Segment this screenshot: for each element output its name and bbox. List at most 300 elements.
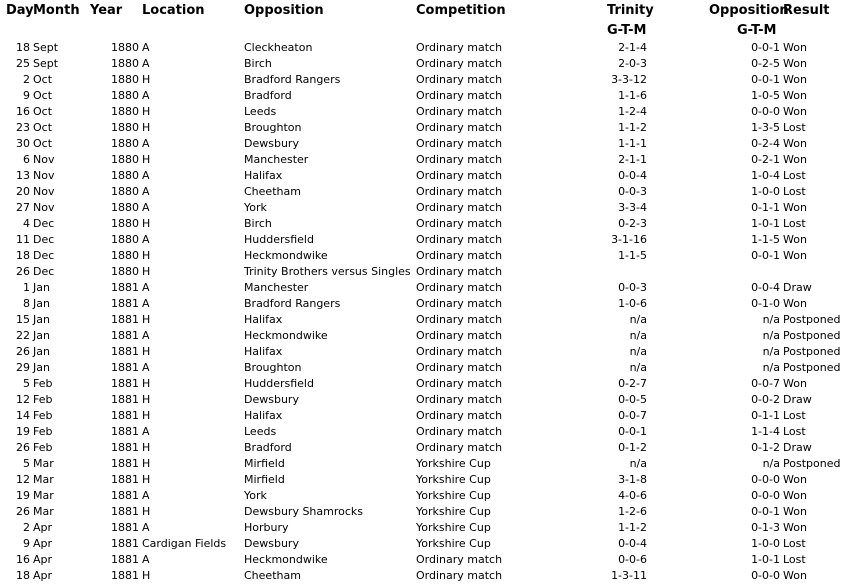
cell-result: Lost [783,121,806,134]
cell-month: Apr [33,537,53,550]
cell-location: H [142,73,151,86]
cell-opposition: Leeds [244,425,277,438]
cell-month: Sept [33,57,59,70]
cell-year: 1881 [111,329,139,342]
table-row [0,472,861,488]
cell-result: Won [783,73,807,86]
cell-month: Nov [33,169,55,182]
cell-result: Won [783,89,807,102]
cell-opposition: Huddersfield [244,233,314,246]
cell-month: Dec [33,217,55,230]
cell-opposition-score: 0-1-1 [751,201,780,214]
cell-trinity-score: 1-1-5 [618,249,647,262]
cell-trinity-score: 1-0-6 [618,297,647,310]
cell-competition: Ordinary match [416,89,503,102]
header-competition: Competition [416,3,506,18]
cell-year: 1881 [111,425,139,438]
cell-result: Postponed [783,457,841,470]
cell-year: 1880 [111,137,139,150]
cell-result: Lost [783,425,806,438]
cell-day: 14 [16,409,30,422]
cell-opposition-score: 0-2-1 [751,153,780,166]
cell-day: 23 [16,121,30,134]
cell-opposition-score: 1-0-5 [751,89,780,102]
table-row [0,488,861,504]
cell-month: Mar [33,489,54,502]
cell-result: Lost [783,217,806,230]
cell-opposition: Dewsbury [244,537,299,550]
cell-opposition-score: 0-1-1 [751,409,780,422]
cell-year: 1881 [111,537,139,550]
cell-year: 1880 [111,185,139,198]
cell-year: 1880 [111,105,139,118]
cell-year: 1880 [111,169,139,182]
table-row [0,168,861,184]
cell-day: 12 [16,473,30,486]
cell-year: 1881 [111,505,139,518]
cell-trinity-score: n/a [629,313,647,326]
cell-opposition: Manchester [244,281,309,294]
cell-trinity-score: 2-1-1 [618,153,647,166]
cell-opposition-score: n/a [762,457,780,470]
table-row [0,120,861,136]
cell-trinity-score: 1-1-6 [618,89,647,102]
table-row [0,88,861,104]
cell-month: Dec [33,233,55,246]
cell-opposition: Trinity Brothers versus Singles [244,265,411,278]
cell-location: H [142,505,151,518]
cell-day: 5 [23,377,30,390]
table-row [0,232,861,248]
cell-opposition: Cleckheaton [244,41,313,54]
cell-trinity-score: 0-0-7 [618,409,647,422]
cell-competition: Ordinary match [416,185,503,198]
cell-day: 18 [16,41,30,54]
cell-result: Won [783,57,807,70]
cell-result: Won [783,233,807,246]
cell-result: Draw [783,281,812,294]
cell-opposition: York [244,201,267,214]
cell-trinity-score: 1-1-2 [618,521,647,534]
cell-result: Won [783,41,807,54]
cell-opposition: Heckmondwike [244,249,328,262]
cell-trinity-score: 1-3-11 [611,569,647,582]
cell-opposition: Bradford Rangers [244,73,341,86]
cell-opposition-score: 1-0-1 [751,217,780,230]
cell-month: Jan [33,361,50,374]
header-opposition-score: Opposition [709,3,789,18]
cell-opposition: Mirfield [244,473,285,486]
table-row [0,248,861,264]
cell-competition: Ordinary match [416,569,503,582]
cell-result: Lost [783,169,806,182]
cell-result: Lost [783,185,806,198]
cell-opposition-score: 1-0-1 [751,553,780,566]
cell-trinity-score: 0-0-4 [618,169,647,182]
cell-trinity-score: 3-1-16 [611,233,647,246]
cell-location: A [142,169,150,182]
cell-location: A [142,329,150,342]
cell-month: Jan [33,313,50,326]
cell-year: 1880 [111,121,139,134]
table-row [0,152,861,168]
cell-month: Dec [33,265,55,278]
cell-opposition: Heckmondwike [244,329,328,342]
cell-opposition: Broughton [244,361,302,374]
cell-competition: Ordinary match [416,233,503,246]
table-row [0,312,861,328]
cell-location: A [142,489,150,502]
table-row [0,376,861,392]
cell-trinity-score: 1-1-2 [618,121,647,134]
cell-day: 25 [16,57,30,70]
cell-trinity-score: 0-0-3 [618,281,647,294]
cell-location: H [142,409,151,422]
cell-location: A [142,185,150,198]
cell-location: H [142,569,151,582]
cell-opposition: Manchester [244,153,309,166]
cell-opposition-score: n/a [762,329,780,342]
cell-month: Jan [33,329,50,342]
cell-opposition-score: 1-1-4 [751,425,780,438]
cell-opposition-score: 0-0-2 [751,393,780,406]
cell-opposition-score: 0-1-3 [751,521,780,534]
cell-opposition: Birch [244,217,272,230]
cell-year: 1880 [111,57,139,70]
cell-day: 19 [16,489,30,502]
cell-result: Won [783,137,807,150]
cell-day: 9 [23,89,30,102]
cell-day: 12 [16,393,30,406]
cell-year: 1880 [111,73,139,86]
cell-opposition: Broughton [244,121,302,134]
cell-opposition-score: 0-0-1 [751,41,780,54]
cell-location: H [142,441,151,454]
cell-year: 1881 [111,441,139,454]
cell-year: 1881 [111,393,139,406]
cell-competition: Ordinary match [416,297,503,310]
cell-competition: Yorkshire Cup [416,505,491,518]
header-month: Month [33,3,80,18]
cell-day: 18 [16,249,30,262]
cell-day: 1 [23,281,30,294]
cell-trinity-score: n/a [629,361,647,374]
cell-month: Feb [33,441,53,454]
cell-trinity-score: 0-2-3 [618,217,647,230]
cell-year: 1881 [111,521,139,534]
cell-year: 1880 [111,233,139,246]
cell-day: 15 [16,313,30,326]
cell-competition: Ordinary match [416,281,503,294]
table-row [0,568,861,584]
cell-month: Feb [33,409,53,422]
cell-trinity-score: 2-1-4 [618,41,647,54]
cell-result: Won [783,489,807,502]
cell-month: Nov [33,153,55,166]
table-row [0,344,861,360]
cell-trinity-score: 1-2-6 [618,505,647,518]
cell-result: Lost [783,537,806,550]
table-row [0,184,861,200]
cell-result: Postponed [783,329,841,342]
cell-opposition-score: 1-0-4 [751,169,780,182]
cell-day: 13 [16,169,30,182]
cell-result: Won [783,505,807,518]
cell-trinity-score: 1-2-4 [618,105,647,118]
table-row [0,360,861,376]
cell-trinity-score: 0-0-1 [618,425,647,438]
table-row [0,40,861,56]
cell-month: Jan [33,281,50,294]
cell-result: Postponed [783,361,841,374]
cell-year: 1881 [111,377,139,390]
cell-opposition: Bradford [244,441,292,454]
cell-opposition: Halifax [244,169,283,182]
header-trinity-sub: G-T-M [607,23,647,38]
table-row [0,200,861,216]
cell-location: H [142,393,151,406]
cell-trinity-score: 2-0-3 [618,57,647,70]
cell-day: 9 [23,537,30,550]
table-row [0,328,861,344]
cell-result: Won [783,377,807,390]
cell-day: 5 [23,457,30,470]
cell-day: 30 [16,137,30,150]
cell-competition: Yorkshire Cup [416,457,491,470]
cell-opposition: Heckmondwike [244,553,328,566]
cell-month: Feb [33,393,53,406]
cell-month: Apr [33,569,53,582]
cell-year: 1880 [111,249,139,262]
table-row [0,296,861,312]
cell-location: A [142,553,150,566]
cell-opposition-score: 1-0-0 [751,185,780,198]
cell-location: Cardigan Fields [142,537,227,550]
cell-competition: Yorkshire Cup [416,489,491,502]
header-opposition: Opposition [244,3,324,18]
cell-result: Won [783,297,807,310]
cell-trinity-score: 0-0-4 [618,537,647,550]
cell-month: Apr [33,521,53,534]
cell-location: A [142,57,150,70]
cell-opposition: Halifax [244,409,283,422]
cell-result: Lost [783,553,806,566]
cell-competition: Ordinary match [416,105,503,118]
cell-location: H [142,473,151,486]
cell-competition: Ordinary match [416,137,503,150]
cell-competition: Ordinary match [416,553,503,566]
cell-opposition: Halifax [244,313,283,326]
cell-day: 22 [16,329,30,342]
table-row [0,280,861,296]
cell-year: 1881 [111,297,139,310]
cell-trinity-score: 4-0-6 [618,489,647,502]
cell-opposition-score: 0-0-1 [751,73,780,86]
cell-location: H [142,313,151,326]
cell-day: 2 [23,73,30,86]
table-row [0,552,861,568]
cell-trinity-score: 0-0-6 [618,553,647,566]
cell-month: Feb [33,377,53,390]
cell-day: 20 [16,185,30,198]
cell-opposition-score: 0-1-2 [751,441,780,454]
cell-year: 1880 [111,217,139,230]
cell-opposition: Dewsbury [244,137,299,150]
cell-year: 1881 [111,553,139,566]
cell-result: Postponed [783,345,841,358]
cell-competition: Ordinary match [416,153,503,166]
cell-opposition-score: 0-2-5 [751,57,780,70]
cell-opposition: York [244,489,267,502]
cell-trinity-score: n/a [629,329,647,342]
cell-competition: Ordinary match [416,425,503,438]
cell-result: Won [783,569,807,582]
cell-year: 1881 [111,409,139,422]
cell-competition: Ordinary match [416,409,503,422]
cell-opposition-score: n/a [762,345,780,358]
cell-location: H [142,249,151,262]
cell-competition: Ordinary match [416,393,503,406]
cell-year: 1880 [111,89,139,102]
cell-year: 1881 [111,489,139,502]
cell-day: 16 [16,553,30,566]
cell-opposition: Mirfield [244,457,285,470]
cell-day: 11 [16,233,30,246]
cell-result: Won [783,105,807,118]
cell-opposition: Halifax [244,345,283,358]
cell-result: Draw [783,441,812,454]
cell-opposition-score: 0-0-1 [751,505,780,518]
header-location: Location [142,3,205,18]
cell-location: A [142,41,150,54]
cell-day: 19 [16,425,30,438]
cell-result: Won [783,521,807,534]
cell-month: Mar [33,505,54,518]
table-row [0,72,861,88]
cell-month: Oct [33,89,53,102]
cell-opposition: Cheetham [244,185,301,198]
header-opposition-sub: G-T-M [737,23,777,38]
cell-opposition-score: 0-1-0 [751,297,780,310]
cell-opposition: Bradford Rangers [244,297,341,310]
cell-competition: Ordinary match [416,345,503,358]
cell-opposition: Dewsbury Shamrocks [244,505,364,518]
cell-month: Feb [33,425,53,438]
cell-opposition: Huddersfield [244,377,314,390]
cell-day: 16 [16,105,30,118]
cell-competition: Ordinary match [416,265,503,278]
header-result: Result [783,3,830,18]
cell-result: Won [783,473,807,486]
cell-trinity-score: 0-1-2 [618,441,647,454]
cell-trinity-score: n/a [629,457,647,470]
table-row [0,536,861,552]
table-row [0,520,861,536]
cell-month: Oct [33,73,53,86]
table-row [0,408,861,424]
cell-year: 1880 [111,201,139,214]
cell-opposition: Dewsbury [244,393,299,406]
cell-opposition-score: 0-0-0 [751,489,780,502]
cell-competition: Ordinary match [416,169,503,182]
cell-result: Postponed [783,313,841,326]
cell-location: A [142,201,150,214]
cell-year: 1881 [111,361,139,374]
cell-year: 1881 [111,281,139,294]
cell-location: H [142,377,151,390]
cell-competition: Ordinary match [416,313,503,326]
cell-opposition-score: 0-2-4 [751,137,780,150]
cell-year: 1881 [111,313,139,326]
cell-opposition-score: 1-3-5 [751,121,780,134]
cell-day: 8 [23,297,30,310]
cell-month: Mar [33,473,54,486]
cell-competition: Ordinary match [416,249,503,262]
cell-year: 1880 [111,153,139,166]
cell-day: 29 [16,361,30,374]
cell-month: Oct [33,137,53,150]
cell-opposition-score: 0-0-1 [751,249,780,262]
cell-competition: Ordinary match [416,441,503,454]
table-row [0,104,861,120]
cell-opposition: Leeds [244,105,277,118]
cell-day: 2 [23,521,30,534]
cell-day: 18 [16,569,30,582]
cell-competition: Ordinary match [416,361,503,374]
cell-location: H [142,345,151,358]
cell-day: 27 [16,201,30,214]
cell-competition: Ordinary match [416,41,503,54]
cell-location: A [142,281,150,294]
cell-year: 1880 [111,265,139,278]
table-row [0,392,861,408]
cell-trinity-score: 0-2-7 [618,377,647,390]
cell-day: 26 [16,345,30,358]
cell-location: H [142,265,151,278]
header-day: Day [6,3,34,18]
cell-day: 4 [23,217,30,230]
cell-month: Nov [33,201,55,214]
cell-month: Dec [33,249,55,262]
cell-trinity-score: 3-1-8 [618,473,647,486]
cell-opposition: Bradford [244,89,292,102]
cell-opposition-score: 1-1-5 [751,233,780,246]
cell-day: 26 [16,505,30,518]
table-row [0,136,861,152]
cell-location: A [142,89,150,102]
header-year: Year [90,3,123,18]
cell-month: Apr [33,553,53,566]
cell-location: H [142,217,151,230]
cell-day: 26 [16,441,30,454]
cell-opposition-score: 0-0-0 [751,473,780,486]
cell-trinity-score: 0-0-3 [618,185,647,198]
cell-location: H [142,457,151,470]
table-row [0,456,861,472]
cell-result: Won [783,153,807,166]
header-trinity: Trinity [607,3,654,18]
cell-opposition: Horbury [244,521,289,534]
table-row [0,264,861,280]
cell-opposition-score: n/a [762,313,780,326]
cell-trinity-score: 3-3-12 [611,73,647,86]
cell-competition: Ordinary match [416,201,503,214]
cell-competition: Ordinary match [416,329,503,342]
table-row [0,56,861,72]
cell-month: Oct [33,121,53,134]
cell-result: Lost [783,409,806,422]
cell-location: A [142,297,150,310]
